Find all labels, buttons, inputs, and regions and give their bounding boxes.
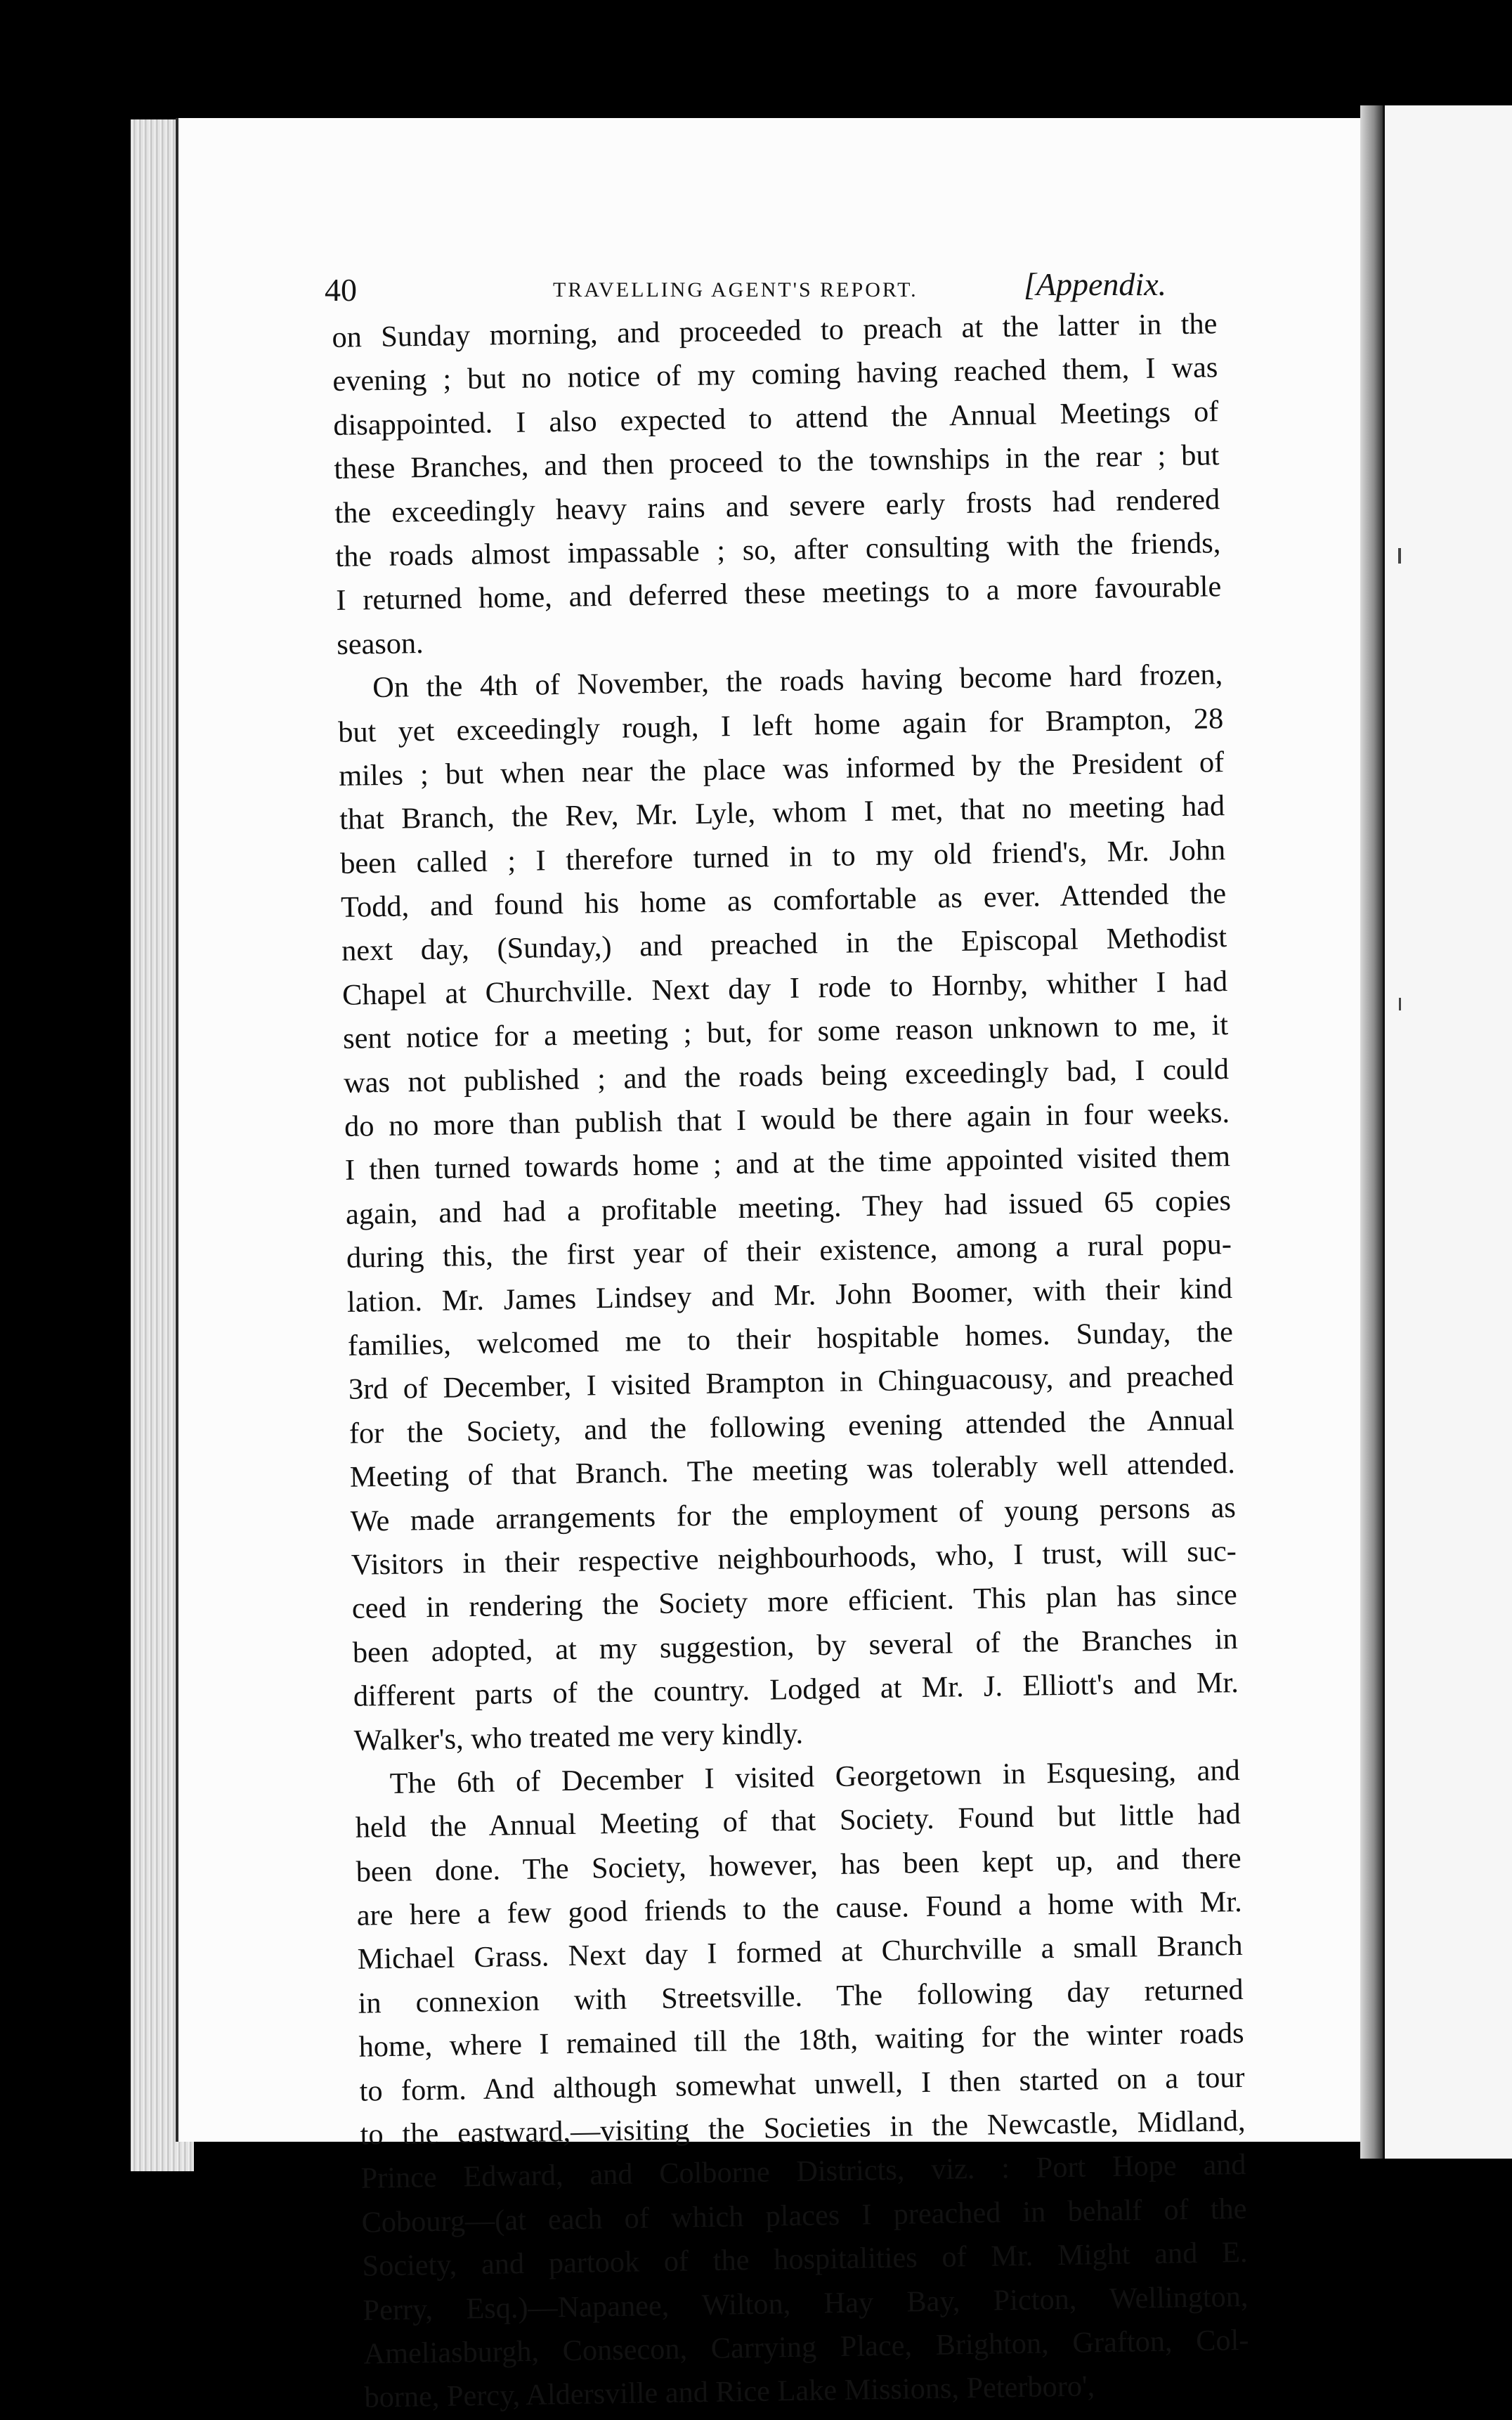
text-line: disappointed. I also expected to attend the Annual Meetings of <box>333 394 1219 442</box>
text-line: Cobourg—(at each of which places I preached in behalf of the <box>361 2192 1247 2239</box>
text-line: home, where I remained till the 18th, waiting for the winter roads <box>358 2017 1244 2064</box>
text-line: during this, the first year of their existence, among a rural popu- <box>346 1228 1232 1275</box>
text-line: The 6th of December I visited Georgetown in Esquesing, and <box>389 1753 1241 1800</box>
section-label: [Appendix. <box>1024 266 1167 302</box>
text-line: the exceedingly heavy rains and severe early frosts had rendered <box>334 482 1220 530</box>
text-line: I returned home, and deferred these meetings to a more favourable <box>335 570 1222 618</box>
text-line: sent notice for a meeting ; but, for some reason unknown to me, it <box>342 1008 1229 1056</box>
body-text <box>332 302 1250 2420</box>
text-line: Chapel at Churchville. Next day I rode to Hornby, whither I had <box>341 964 1228 1012</box>
text-line: We made arrangements for the employment of young persons as <box>350 1490 1237 1538</box>
text-line: Walker's, who treated me very kindly. <box>353 1717 804 1757</box>
text-line: again, and had a profitable meeting. They had issued 65 copies <box>345 1183 1232 1231</box>
book-gutter <box>1360 105 1386 2159</box>
text-line: Michael Grass. Next day I formed at Churchville a small Branch <box>357 1929 1243 1977</box>
text-line: different parts of the country. Lodged at Mr. J. Elliott's and Mr. <box>353 1666 1239 1713</box>
text-line: Ameliasburgh, Consecon, Carrying Place, Brighton, Grafton, Col- <box>363 2323 1249 2371</box>
text-line: the roads almost impassable ; so, after consulting with the friends, <box>335 526 1221 573</box>
text-line: been adopted, at my suggestion, by several of the Branches in <box>352 1622 1239 1670</box>
text-line: in connexion with Streetsville. The following day returned <box>358 1972 1244 2020</box>
text-line: Prince Edward, and Colborne Districts, viz. : Port Hope and <box>360 2148 1246 2196</box>
text-line: Society, and partook of the hospitalities of Mr. Might and E. <box>362 2236 1248 2283</box>
paragraph <box>332 302 1223 667</box>
text-line: was not published ; and the roads being exceedingly bad, I could <box>343 1052 1230 1100</box>
page-number: 40 <box>325 272 357 308</box>
text-line: evening ; but no notice of my coming having reached them, I was <box>332 351 1218 398</box>
text-line: Meeting of that Branch. The meeting was tolerably well attended. <box>349 1447 1236 1494</box>
running-title: TRAVELLING AGENT'S REPORT. <box>553 278 918 301</box>
text-line: been called ; I therefore turned in to my old friend's, Mr. John <box>339 833 1226 880</box>
text-line: season. <box>336 626 424 661</box>
text-line: to the eastward,—visiting the Societies in the Newcastle, Midland, <box>360 2104 1246 2152</box>
text-line: do no more than publish that I would be there again in four weeks. <box>344 1096 1230 1143</box>
text-line: borne, Percy, Aldersville and Rice Lake Missions, Peterboro', <box>364 2369 1095 2414</box>
text-line: for the Society, and the following evening attended the Annual <box>348 1403 1235 1450</box>
text-line: are here a few good friends to the cause. Found a home with Mr. <box>356 1885 1242 1932</box>
text-line: next day, (Sunday,) and preached in the Episcopal Methodist <box>341 920 1227 968</box>
paragraph <box>354 1749 1250 2420</box>
text-line: I then turned towards home ; and at the time appointed visited them <box>344 1140 1231 1188</box>
text-line: that Branch, the Rev, Mr. Lyle, whom I met, that no meeting had <box>339 789 1225 837</box>
text-line: lation. Mr. James Lindsey and Mr. John Boomer, with their kind <box>346 1271 1233 1319</box>
text-line: miles ; but when near the place was informed by the President of <box>338 746 1225 793</box>
text-line: On the 4th of November, the roads having become hard frozen, <box>372 658 1223 705</box>
stray-mark <box>1398 548 1401 564</box>
text-line: these Branches, and then proceed to the townships in the rear ; but <box>334 438 1220 486</box>
text-line: Visitors in their respective neighbourhoods, who, I trust, will suc- <box>351 1534 1237 1582</box>
text-line: but yet exceedingly rough, I left home again for Brampton, 28 <box>337 701 1224 749</box>
facing-page <box>1383 105 1512 2159</box>
text-line: Todd, and found his home as comfortable as ever. Attended the <box>340 877 1227 924</box>
text-line: 3rd of December, I visited Brampton in Chinguacousy, and preached <box>348 1359 1234 1407</box>
stray-mark <box>1399 998 1401 1010</box>
text-line: Perry, Esq.)—Napanee, Wilton, Hay Bay, Picton, Wellington, <box>363 2279 1249 2327</box>
paragraph <box>337 653 1239 1762</box>
text-line: been done. The Society, however, has been kept up, and there <box>356 1841 1241 1889</box>
text-line: ceed in rendering the Society more efficient. This plan has since <box>351 1578 1238 1626</box>
text-line: to form. And although somewhat unwell, I then started on a tour <box>359 2060 1245 2108</box>
text-line: on Sunday morning, and proceeded to preach at the latter in the <box>332 307 1218 354</box>
text-line: held the Annual Meeting of that Society. Found but little had <box>355 1797 1241 1845</box>
text-line: families, welcomed me to their hospitable homes. Sunday, the <box>347 1315 1234 1362</box>
